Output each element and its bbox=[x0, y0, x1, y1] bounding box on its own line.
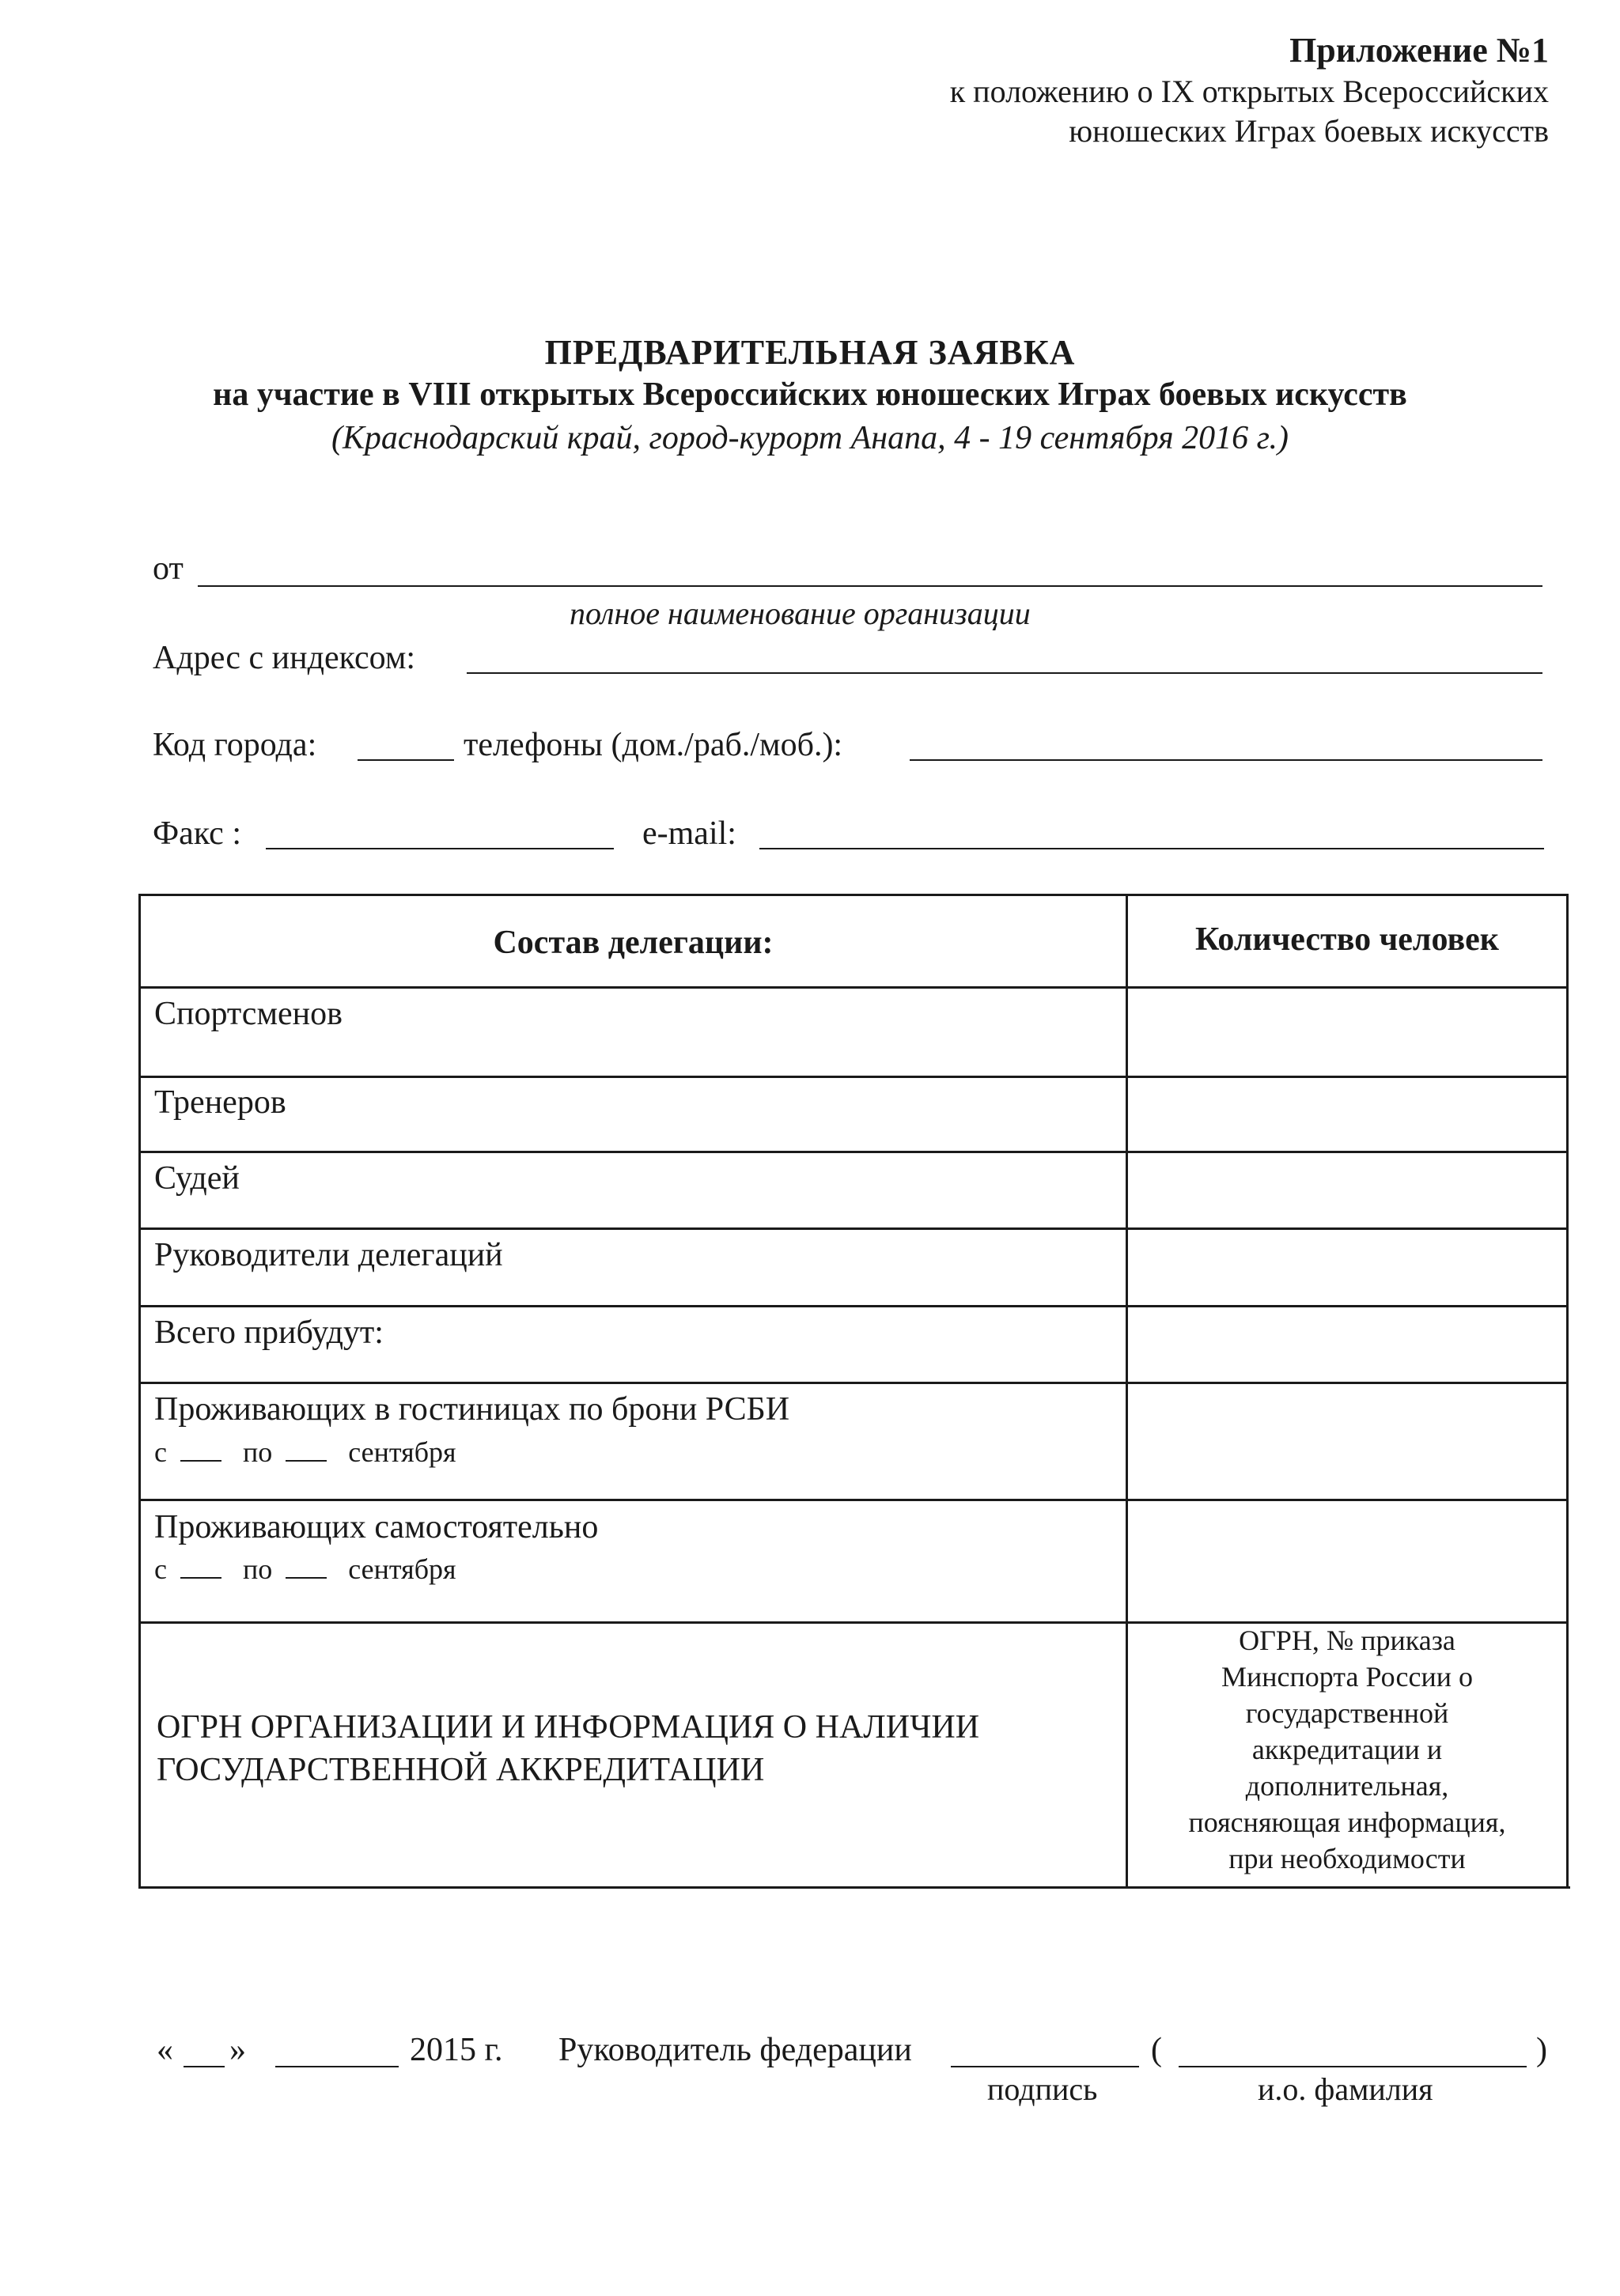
email-label: e-mail: bbox=[642, 815, 736, 852]
ogrn-note-line: государственной bbox=[1245, 1697, 1449, 1729]
count-cell-hotel-residents[interactable] bbox=[1128, 1384, 1566, 1499]
ogrn-label-line-1: ОГРН ОРГАНИЗАЦИИ И ИНФОРМАЦИЯ О НАЛИЧИИ bbox=[157, 1709, 980, 1746]
date-day-field[interactable] bbox=[184, 2066, 225, 2067]
ogrn-note[interactable] bbox=[1128, 1624, 1566, 1885]
header-delegation: Состав делегации: bbox=[493, 925, 774, 961]
hotel-date-from-field[interactable] bbox=[180, 1460, 221, 1462]
ogrn-note-line: при необходимости bbox=[1228, 1843, 1466, 1874]
self-dates: с по сентября bbox=[154, 1553, 456, 1585]
count-cell-judges[interactable] bbox=[1128, 1153, 1566, 1227]
hotel-dates: с по сентября bbox=[154, 1436, 456, 1468]
self-date-from-field[interactable] bbox=[180, 1577, 221, 1579]
date-quote-open: « bbox=[157, 2032, 173, 2068]
appendix-title: Приложение №1 bbox=[1289, 31, 1549, 70]
name-field[interactable] bbox=[1179, 2066, 1527, 2067]
header-count: Количество человек bbox=[1195, 921, 1499, 958]
address-label: Адрес с индексом: bbox=[153, 640, 416, 676]
appendix-line-2: юношеских Играх боевых искусств bbox=[1069, 113, 1549, 149]
row-judges: Судей bbox=[154, 1160, 240, 1197]
row-coaches: Тренеров bbox=[154, 1084, 286, 1121]
count-cell-athletes[interactable] bbox=[1128, 989, 1566, 1076]
ogrn-note-line: дополнительная, bbox=[1245, 1770, 1449, 1802]
from-label: от bbox=[153, 550, 184, 587]
fax-label: Факс : bbox=[153, 815, 241, 852]
ogrn-label-line-2: ГОСУДАРСТВЕННОЙ АККРЕДИТАЦИИ bbox=[157, 1752, 765, 1788]
federation-head-label: Руководитель федерации bbox=[558, 2032, 912, 2068]
document-title: ПРЕДВАРИТЕЛЬНАЯ ЗАЯВКА bbox=[544, 333, 1076, 372]
count-cell-coaches[interactable] bbox=[1128, 1078, 1566, 1151]
city-code-label: Код города: bbox=[153, 727, 317, 763]
row-self-residents: Проживающих самостоятельно bbox=[154, 1509, 599, 1545]
paren-open: ( bbox=[1151, 2032, 1162, 2068]
paren-close: ) bbox=[1536, 2032, 1547, 2068]
ogrn-note-line: аккредитации и bbox=[1251, 1734, 1443, 1765]
ogrn-note-line: поясняющая информация, bbox=[1188, 1806, 1506, 1838]
name-caption: и.о. фамилия bbox=[1258, 2071, 1433, 2107]
date-year: 2015 г. bbox=[410, 2032, 503, 2068]
row-delegation-heads: Руководители делегаций bbox=[154, 1237, 503, 1273]
self-date-to-field[interactable] bbox=[286, 1577, 327, 1579]
appendix-line-1: к положению о IX открытых Всероссийских bbox=[949, 74, 1549, 109]
row-hotel-residents: Проживающих в гостиницах по брони РСБИ bbox=[154, 1391, 790, 1428]
hotel-date-to-field[interactable] bbox=[286, 1460, 327, 1462]
ogrn-note-line: Минспорта России о bbox=[1221, 1661, 1473, 1693]
date-month-field[interactable] bbox=[275, 2066, 399, 2067]
row-total: Всего прибудут: bbox=[154, 1314, 384, 1351]
row-athletes: Спортсменов bbox=[154, 996, 343, 1032]
phones-label: телефоны (дом./раб./моб.): bbox=[464, 727, 843, 763]
count-cell-delegation-heads[interactable] bbox=[1128, 1230, 1566, 1305]
signature-field[interactable] bbox=[951, 2066, 1139, 2067]
count-cell-self-residents[interactable] bbox=[1128, 1501, 1566, 1621]
ogrn-note-line: ОГРН, № приказа bbox=[1239, 1625, 1455, 1656]
date-quote-close: » bbox=[229, 2032, 246, 2068]
organization-name-caption: полное наименование организации bbox=[570, 596, 1031, 631]
signature-caption: подпись bbox=[987, 2071, 1098, 2107]
event-location: (Краснодарский край, город-курорт Анапа, 4 - 19 сентября 2016 г.) bbox=[331, 420, 1289, 456]
count-cell-total[interactable] bbox=[1128, 1307, 1566, 1382]
document-subtitle: на участие в VIII открытых Всероссийских юношеских Играх боевых искусств bbox=[213, 376, 1407, 413]
